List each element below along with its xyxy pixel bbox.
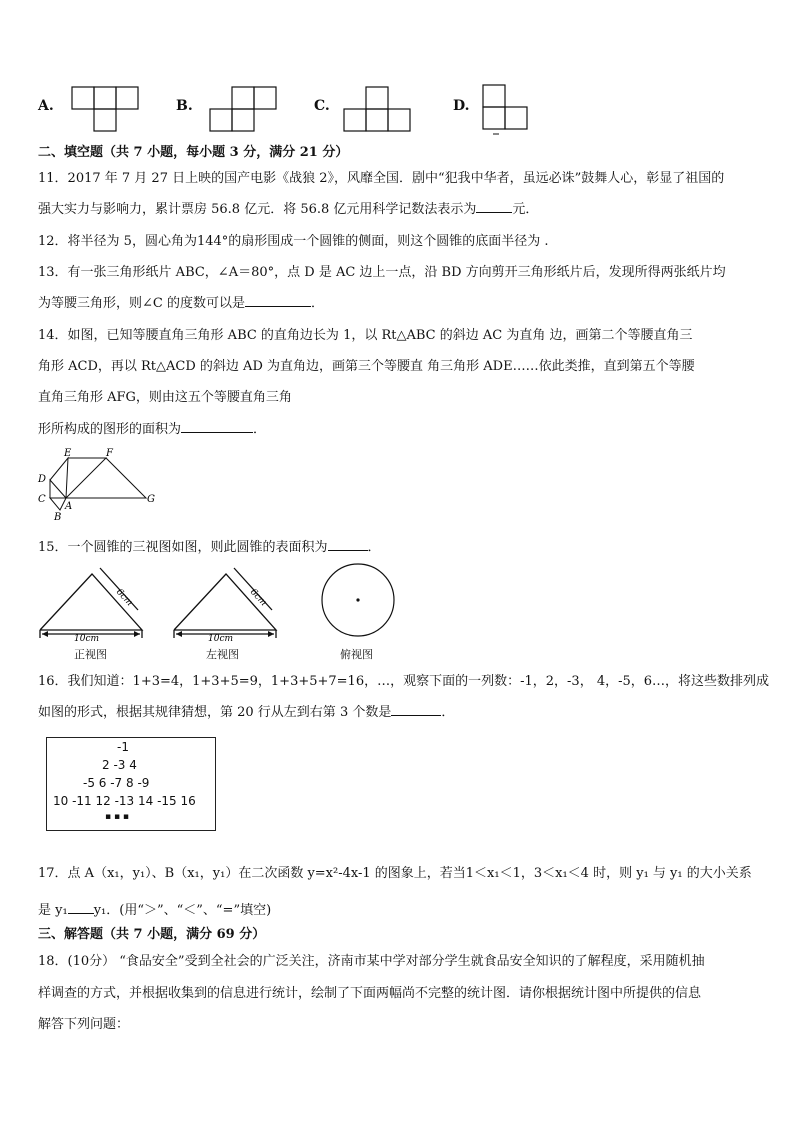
section-2-heading: 二、填空题（共 7 小题，每小题 3 分，满分 21 分）	[38, 145, 349, 160]
q13-answer-blank[interactable]	[245, 294, 311, 307]
q15-side-view	[170, 564, 280, 642]
seq-row-2: 2 -3 4	[102, 758, 137, 772]
option-a-figure	[70, 86, 142, 132]
option-a-label: A.	[38, 98, 54, 114]
fig14-label-b: B	[54, 512, 62, 522]
q15-top-view	[316, 562, 402, 642]
q11-answer-blank[interactable]	[476, 200, 512, 213]
seq-row-1: -1	[117, 740, 129, 754]
q12-line: 12．将半径为 5，圆心角为144°的扇形围成一个圆锥的侧面，则这个圆锥的底面半径为 .	[38, 234, 549, 249]
seq-row-ellipsis: ▪ ▪ ▪	[105, 812, 130, 822]
q18-line-2: 样调查的方式，并根据收集到的信息进行统计，绘制了下面两幅尚不完整的统计图．请你根据统计图中所提供的信息	[38, 986, 702, 1001]
option-c-figure	[342, 86, 414, 132]
option-b-label: B.	[176, 98, 193, 114]
fig14-label-e: E	[64, 448, 72, 459]
q14-line-4: 形所构成的图形的面积为 ．	[38, 422, 267, 437]
option-c-label: C.	[314, 98, 330, 114]
q14-line-3: 直角三角形 AFG，则由这五个等腰直角三角	[38, 390, 292, 405]
number-triangle-box	[46, 737, 216, 831]
fig14-label-f: F	[106, 448, 113, 459]
caption-front-view: 正视图	[74, 648, 107, 661]
q18-line-1: 18．(10分） “食品安全”受到全社会的广泛关注，济南市某中学对部分学生就食品安全知识的了解程度，采用随机抽	[38, 954, 705, 969]
section-3-heading: 三、解答题（共 7 小题，满分 69 分）	[38, 927, 266, 942]
q14-line-2: 角形 ACD，再以 Rt△ACD 的斜边 AD 为直角边，画第三个等腰直 角三角形 ADE……依此类推，直到第五个等腰	[38, 359, 695, 374]
q15-side-base-label: 10cm	[208, 634, 234, 642]
q15-front-slant-label: 6cm	[113, 587, 135, 609]
q13-line-1: 13．有一张三角形纸片 ABC，∠A＝80°，点 D 是 AC 边上一点，沿 BD 方向剪开三角形纸片后，发现所得两张纸片均	[38, 265, 726, 280]
q11-line-2: 强大实力与影响力，累计票房 56.8 亿元．将 56.8 亿元用科学记数法表示为 元．	[38, 202, 539, 217]
fig14-label-c: C	[38, 494, 46, 505]
q15-answer-blank[interactable]	[328, 538, 368, 551]
caption-top-view: 俯视图	[340, 648, 373, 661]
q15-side-slant-label: 6cm	[247, 587, 269, 609]
q16-line-1: 16．我们知道：1+3=4，1+3+5=9，1+3+5+7=16，…，观察下面的一列数：-1，2，-3， 4，-5，6…，将这些数排列成	[38, 674, 770, 689]
option-b-figure	[208, 86, 280, 132]
seq-row-3: -5 6 -7 8 -9	[83, 776, 150, 790]
q17-line-1: 17．点 A（x₁，y₁）、B（x₁，y₁）在二次函数 y=x²-4x-1 的图象上，若当1＜x₁＜1，3＜x₁＜4 时，则 y₁ 与 y₁ 的大小关系	[38, 866, 752, 881]
fig14-label-d: D	[38, 474, 47, 485]
q15-front-base-label: 10cm	[74, 634, 100, 642]
seq-row-4: 10 -11 12 -13 14 -15 16	[53, 794, 196, 808]
q18-line-3: 解答下列问题：	[38, 1017, 130, 1032]
q15-front-view	[36, 564, 146, 642]
caption-side-view: 左视图	[206, 648, 239, 661]
q16-answer-blank[interactable]	[391, 703, 441, 716]
fig14-label-g: G	[147, 494, 155, 505]
q16-line-2: 如图的形式，根据其规律猜想，第 20 行从左到右第 3 个数是 ．	[38, 705, 455, 720]
q17-line-2: 是 y₁ y₁．(用“＞”、“＜”、“=”填空)	[38, 903, 272, 918]
q14-line-1: 14．如图，已知等腰直角三角形 ABC 的直角边长为 1，以 Rt△ABC 的斜边 AC 为直角 边，画第二个等腰直角三	[38, 328, 693, 343]
q13-line-2: 为等腰三角形，则∠C 的度数可以是 ．	[38, 296, 324, 311]
option-d-label: D.	[453, 98, 470, 114]
fig14-label-a: A	[65, 501, 73, 512]
q11-line-1: 11．2017 年 7 月 27 日上映的国产电影《战狼 2》，风靡全国．剧中“犯我中华者，虽远必诛”鼓舞人心，彰显了祖国的	[38, 171, 725, 186]
q15-line: 15．一个圆锥的三视图如图，则此圆锥的表面积为 ．	[38, 540, 381, 555]
q14-answer-blank[interactable]	[181, 420, 253, 433]
q17-answer-blank[interactable]	[68, 901, 94, 914]
q14-figure	[34, 446, 164, 522]
option-d-figure	[481, 84, 531, 136]
